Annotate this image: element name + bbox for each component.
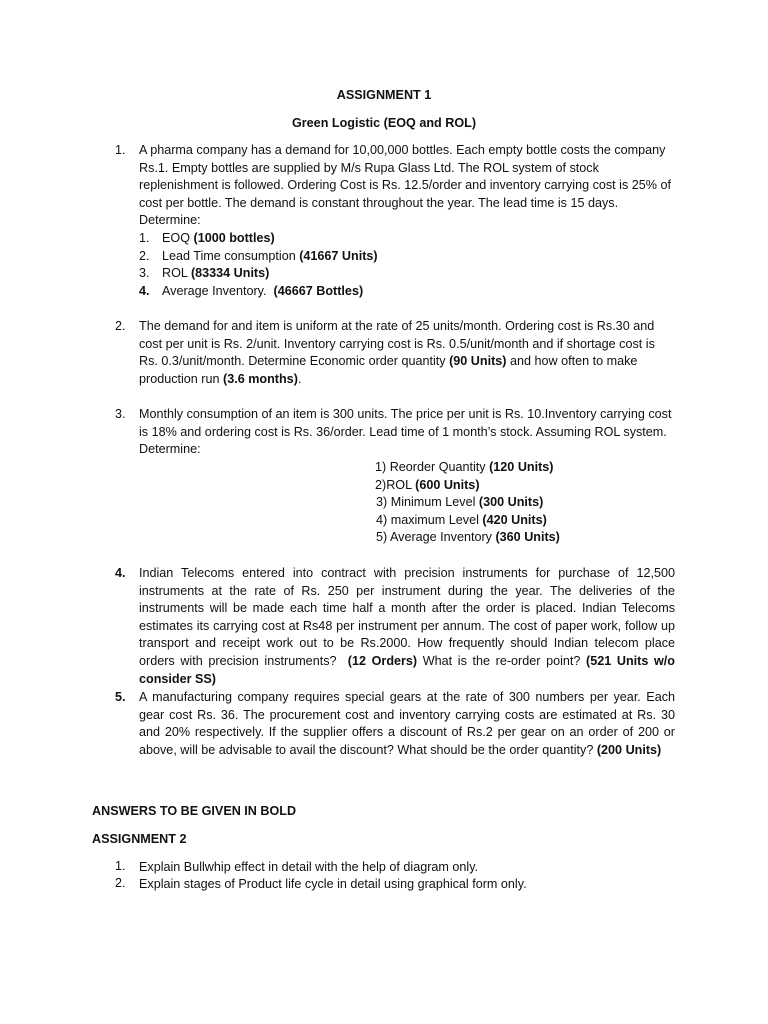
- question-text: A pharma company has a demand for 10,00,000 bottles. Each empty bottle costs the company Rs.1. Empty bottles are supplied by M/s Rupa Glass Ltd. The ROL system of stock replenishment is followed. Ordering Cost is Rs. 12.5/order and inventory carrying cost is 25% of cost per bottle. The demand is constant throughout the year. The lead time is 15 days. Determine:: [139, 143, 671, 228]
- question-text: The demand for and item is uniform at the rate of 25 units/month. Ordering cost is Rs.30 and cost per unit is Rs. 2/unit. Inventory carrying cost is Rs. 0.5/unit/month and if shortage cost is Rs. 0.3/unit/month. Determine Economic order quantity (90 Units) and how often to make production run (3.6 months).: [139, 319, 655, 386]
- answer: (300 Units): [478, 495, 544, 509]
- assignment-1-title: ASSIGNMENT 1: [336, 88, 432, 102]
- sub-item: 4. Average Inventory. (46667 Bottles): [139, 284, 364, 298]
- sub-item: 1. EOQ (1000 bottles): [139, 231, 275, 245]
- list-item: Explain stages of Product life cycle in detail using graphical form only.: [139, 877, 527, 891]
- question-number: 3.: [115, 407, 126, 421]
- question-number: 5.: [115, 690, 126, 704]
- answer: (600 Units): [415, 478, 480, 492]
- question-text: A manufacturing company requires special gears at the rate of 300 numbers per year. Each gear cost Rs. 36. The procurement cost and inventory carrying costs are estimated at Rs. 30 and 20% respectively. If the supplier offers a discount of Rs.2 per gear on an order of 200 or above, will be advisable to avail the discount? What should be the order quantity? (200 Units): [139, 690, 675, 757]
- answer: (120 Units): [489, 460, 554, 474]
- answer: (1000 bottles): [193, 231, 275, 245]
- assignment-2-title: ASSIGNMENT 2: [92, 832, 187, 846]
- answer: (521 Units w/o consider SS): [139, 653, 675, 686]
- answer: (12 Orders): [347, 653, 418, 668]
- answer: (83334 Units): [190, 266, 270, 280]
- sub-item: 4) maximum Level (420 Units): [376, 513, 547, 527]
- answers-note: ANSWERS TO BE GIVEN IN BOLD: [92, 804, 297, 818]
- answer: (420 Units): [482, 513, 547, 527]
- sub-item: 3) Minimum Level (300 Units): [376, 495, 544, 509]
- sub-item: 3. ROL (83334 Units): [139, 266, 270, 280]
- sub-item: 2. Lead Time consumption (41667 Units): [139, 249, 378, 263]
- answer: (200 Units): [596, 742, 662, 757]
- list-item-number: 2.: [115, 876, 126, 890]
- answer: (3.6 months): [223, 371, 298, 386]
- answer: (360 Units): [495, 530, 560, 544]
- question-number: 1.: [115, 143, 126, 157]
- answer: (90 Units): [449, 354, 507, 369]
- question-number: 4.: [115, 566, 126, 580]
- answer: (46667 Bottles): [273, 284, 364, 298]
- sub-item: 2)ROL (600 Units): [375, 478, 480, 492]
- sub-item: 5) Average Inventory (360 Units): [376, 530, 560, 544]
- list-item-number: 1.: [115, 859, 126, 873]
- assignment-1-subtitle: Green Logistic (EOQ and ROL): [291, 116, 477, 130]
- question-text: Indian Telecoms entered into contract with precision instruments for purchase of 12,500 instruments at the rate of Rs. 250 per instrument during the year. The deliveries of the instruments will be made each time half a month after the order is placed. Indian Telecoms estimates its carrying cost at Rs48 per instrument per annum. The cost of paper work, follow up transport and receipt work out to be Rs.2000. How frequently should Indian telecom place orders with precision instruments? (12 Orders) What is the re-order point? (521 Units w/o consider SS): [139, 566, 679, 686]
- sub-item: 1) Reorder Quantity (120 Units): [375, 460, 554, 474]
- answer: (41667 Units): [299, 249, 378, 263]
- question-text: Monthly consumption of an item is 300 units. The price per unit is Rs. 10.Inventory carrying cost is 18% and ordering cost is Rs. 36/order. Lead time of 1 month’s stock. Assuming ROL system. Determine:: [139, 407, 672, 457]
- list-item: Explain Bullwhip effect in detail with the help of diagram only.: [139, 860, 479, 874]
- question-number: 2.: [115, 319, 126, 333]
